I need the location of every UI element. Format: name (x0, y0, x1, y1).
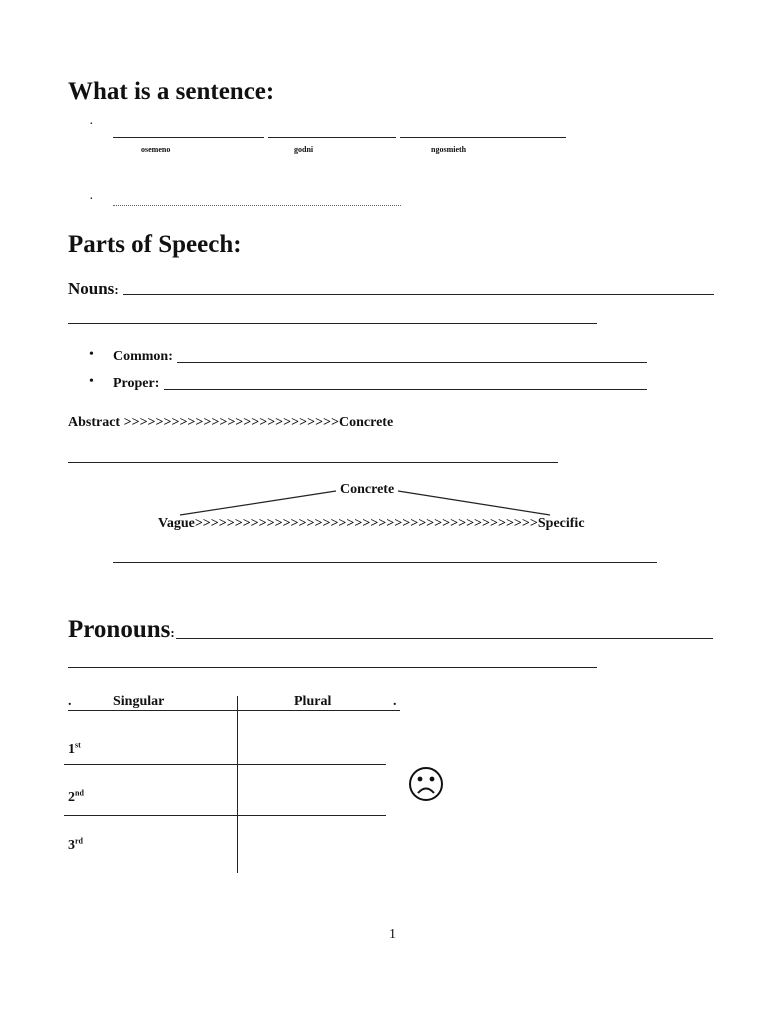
vague-specific-scale (158, 516, 585, 532)
diagram-top-label: Concrete (340, 482, 395, 497)
concrete-label: Concrete (339, 415, 394, 430)
bullet-mark: · (89, 117, 94, 132)
blank-label: osemeno (141, 145, 171, 154)
row-suffix: nd (75, 788, 84, 798)
row-label-third (68, 838, 83, 854)
table-lead-mark: . (68, 694, 72, 709)
pronouns-heading-text: Pronouns (68, 616, 171, 643)
pronouns-colon: : (170, 625, 175, 640)
bullet-mark: • (89, 347, 94, 362)
abstract-label: Abstract (68, 415, 121, 430)
common-label: Common: (113, 349, 173, 364)
specific-label: Specific (537, 516, 585, 531)
arrow-sequence: >>>>>>>>>>>>>>>>>>>>>>>>>>>>>>>>>>>>>>>>>>> (194, 516, 538, 531)
vague-label: Vague (158, 516, 195, 531)
heading-what-is-a-sentence: What is a sentence: (68, 78, 275, 105)
table-row-rule (64, 764, 386, 765)
row-number: 3 (68, 838, 75, 853)
blank-label: ngosmieth (431, 145, 467, 154)
row-number: 1 (68, 742, 75, 757)
blank-line (68, 667, 597, 668)
pronouns-heading (68, 616, 175, 644)
nouns-colon: : (114, 282, 119, 297)
bullet-mark: · (89, 192, 94, 207)
nouns-label-text: Nouns (68, 279, 115, 298)
proper-label: Proper: (113, 376, 160, 391)
arrow-sequence: >>>>>>>>>>>>>>>>>>>>>>>>>>> (123, 415, 340, 430)
heading-parts-of-speech: Parts of Speech: (68, 231, 242, 258)
row-suffix: st (75, 740, 81, 750)
table-column-divider (237, 696, 238, 873)
row-suffix: rd (75, 836, 83, 846)
blank-line (113, 562, 657, 563)
page-number: 1 (389, 927, 396, 942)
bullet-mark: • (89, 374, 94, 389)
column-header-singular: Singular (113, 694, 165, 709)
row-label-first (68, 742, 81, 758)
row-label-second (68, 790, 84, 806)
blank-label: godni (294, 145, 314, 154)
blank-line (176, 638, 713, 639)
table-header-rule (68, 710, 400, 711)
column-header-plural: Plural (294, 694, 332, 709)
frowning-face-icon (408, 766, 444, 802)
row-number: 2 (68, 790, 75, 805)
table-row-rule (64, 815, 386, 816)
table-trail-mark: . (393, 694, 397, 709)
